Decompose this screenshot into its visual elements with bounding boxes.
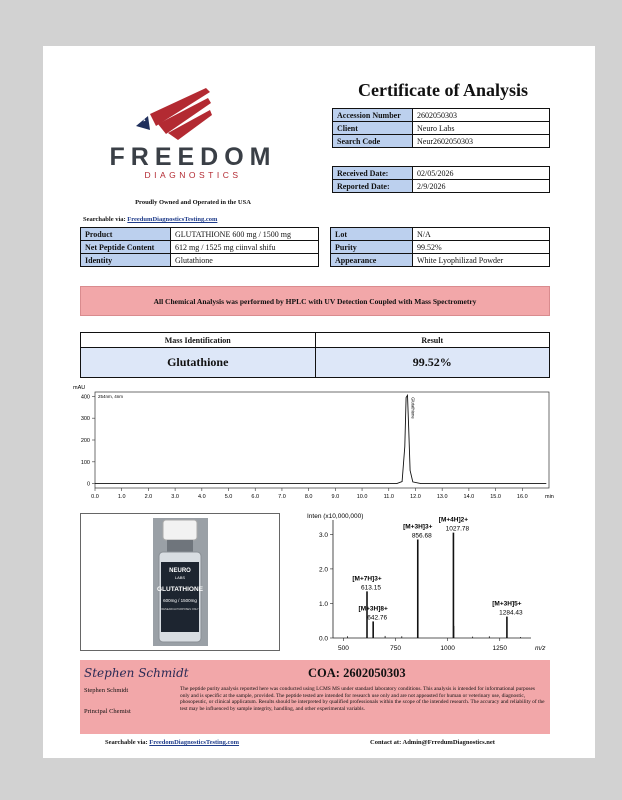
peak-label: Glutathione — [410, 397, 416, 419]
product-table — [80, 227, 319, 267]
coa-number: COA: 2602050303 — [308, 666, 406, 680]
info-value: Neuro Labs — [413, 122, 550, 135]
footer-link[interactable]: FreedomDiagnosticsTesting.com — [149, 739, 240, 746]
x-tick-label: 3.0 — [171, 494, 179, 500]
brand-subtitle: DIAGNOSTICS — [144, 170, 242, 180]
mass-spectrum — [291, 510, 553, 658]
y-tick-label: 200 — [80, 438, 90, 444]
x-tick-label: 6.0 — [251, 494, 260, 500]
plot-frame — [95, 392, 549, 488]
info-value: 2602050303 — [413, 109, 550, 122]
date-value: 02/05/2026 — [413, 167, 550, 180]
searchable-link[interactable]: FreedumDiagnosticsTesting.com — [127, 216, 218, 223]
footer-searchable-label: Searchable via: — [105, 739, 148, 746]
certificate-sheet — [43, 46, 595, 758]
peak-ion-label: [M+3H]8+ — [358, 605, 388, 613]
searchable-label: Searchable via: — [83, 216, 126, 223]
result-value: 99.52% — [315, 348, 550, 378]
info-label: Search Code — [333, 135, 413, 148]
y-tick-label: 400 — [80, 394, 90, 401]
vial-note: RESEARCH PURPOSES ONLY — [161, 608, 199, 611]
spec-value: 99.52% — [413, 241, 550, 254]
mass-identification-table — [80, 332, 550, 378]
y-tick-label: 100 — [80, 459, 90, 466]
x-tick-label: 5.0 — [224, 494, 233, 500]
x-tick-label: 500 — [337, 645, 349, 652]
spectrum-title: Inten (x10,000,000) — [307, 513, 364, 520]
x-tick-label: 1.0 — [117, 494, 126, 500]
peak-ion-label: [M+4H]2+ — [438, 516, 469, 524]
y-tick-label: 0 — [86, 481, 90, 488]
disclaimer: The peptide purity analysis reported here was conducted using LCMS MS under standard laboratory conditions. This analysis is intended for informational purposes only and is specific at the sample, provided. The peptide tested are intended for research use only and are not appeasted for human or veterinary use, diagnostic, phosopeutic, or clinical applicatum. Results should be interpreted by qualified professionals within the scope of the intended research. The accuracy and reliability of the test may be influenced by sample integrity, handling, and other experimental variabls. — [180, 686, 545, 712]
vial-icon — [81, 514, 279, 650]
vial-dose: 600mg / 1500mg — [163, 598, 197, 603]
info-label: Client — [333, 122, 413, 135]
vial-brand-sub: LABS — [174, 575, 186, 580]
x-tick-label: 2.0 — [144, 494, 153, 500]
x-tick-label: 7.0 — [278, 494, 286, 500]
x-tick-label: 9.0 — [331, 494, 340, 500]
table-row — [333, 180, 550, 193]
chromatogram-trace — [95, 395, 546, 483]
y-tick-label: 3.0 — [318, 531, 328, 539]
table-row — [81, 228, 319, 241]
x-tick-label: 750 — [390, 645, 401, 652]
peak-mz-label: 856.68 — [411, 532, 432, 540]
spec-label: Lot — [331, 228, 413, 241]
x-tick-label: 4.0 — [197, 494, 206, 500]
x-tick-label: 12.0 — [410, 494, 421, 500]
signer-title: Principal Chemist — [84, 708, 131, 715]
date-value: 2/9/2026 — [413, 180, 550, 193]
signature-box — [80, 660, 550, 734]
vial-brand: NEURO — [169, 568, 191, 574]
y-tick-label: 0.0 — [318, 635, 328, 643]
peak-ion-label: [M+3H]5+ — [492, 600, 522, 608]
vial-product: GLUTATHIONE — [157, 586, 203, 593]
table-row — [333, 167, 550, 180]
mass-value: Glutathione — [81, 348, 316, 378]
y-tick-label: 2.0 — [318, 566, 328, 574]
freedom-logo-icon — [136, 86, 216, 141]
brand-name: FREEDOM — [109, 143, 277, 171]
peak-ion-label: [M+7H]3+ — [352, 575, 382, 583]
spec-value: White Lyophilizad Powder — [413, 254, 550, 267]
x-tick-label: 0.0 — [91, 494, 99, 500]
spec-value: N/A — [413, 228, 550, 241]
table-row — [333, 135, 550, 148]
table-row — [331, 254, 550, 267]
date-label: Received Date: — [333, 167, 413, 180]
x-tick-label: 8.0 — [304, 494, 313, 500]
product-label: Identity — [81, 254, 171, 267]
peak-mz-label: 1027.78 — [445, 525, 470, 533]
tagline: Proudly Owned and Operated in the USA — [135, 199, 251, 206]
signature: Stephen Schmidt — [84, 666, 189, 680]
info-table — [332, 108, 550, 148]
x-axis-label: m/z — [535, 645, 546, 652]
product-value: 612 mg / 1525 mg ciinval shifu — [171, 241, 319, 254]
hplc-chromatogram — [71, 382, 557, 504]
spec-label: Appearance — [331, 254, 413, 267]
x-tick-label: 10.0 — [356, 494, 368, 500]
peak-ion-label: [M+3H]3+ — [403, 523, 433, 531]
x-tick-label: 15.0 — [490, 494, 501, 500]
y-tick-label: 1.0 — [318, 600, 328, 608]
product-label: Product — [81, 228, 171, 241]
x-tick-label: 16.0 — [516, 494, 528, 500]
specs-table — [330, 227, 550, 267]
product-value: Glutathione — [171, 254, 319, 267]
x-tick-label: 14.0 — [463, 494, 475, 500]
signer-name: Stephen Schmidt — [84, 687, 129, 694]
x-axis-label: min — [545, 494, 554, 500]
vial-photo — [80, 513, 280, 651]
table-row — [81, 241, 319, 254]
dates-table — [332, 166, 550, 193]
x-tick-label: 1250 — [492, 645, 507, 652]
table-row — [333, 122, 550, 135]
table-row — [81, 254, 319, 267]
table-row — [331, 228, 550, 241]
page-title: Certificate of Analysis — [358, 80, 528, 100]
method-banner: All Chemical Analysis was performed by HPLC with UV Detection Coupled with Mass Spectrometry — [80, 286, 550, 316]
y-axis-label: mAU — [73, 385, 86, 391]
footer-contact[interactable]: Contact at: Admin@FrredumDiagnostics.net — [370, 739, 495, 746]
x-tick-label: 11.0 — [383, 494, 394, 500]
peak-mz-label: 613.15 — [361, 584, 381, 592]
mass-header: Mass Identification — [81, 333, 316, 348]
peak-mz-label: 1284.43 — [499, 609, 523, 617]
peak-mz-label: 642.76 — [367, 614, 388, 622]
x-tick-label: 13.0 — [436, 494, 448, 500]
date-label: Reported Date: — [333, 180, 413, 193]
x-tick-label: 1000 — [440, 645, 455, 652]
table-row — [333, 109, 550, 122]
product-value: GLUTATHIONE 600 mg / 1500 mg — [171, 228, 319, 241]
info-value: Neur2602050303 — [413, 135, 550, 148]
info-label: Accession Number — [333, 109, 413, 122]
table-row — [81, 333, 550, 348]
product-label: Net Peptide Content — [81, 241, 171, 254]
y-tick-label: 300 — [80, 416, 90, 423]
searchable-top — [83, 216, 217, 223]
spec-label: Purity — [331, 241, 413, 254]
footer-searchable — [105, 739, 239, 746]
table-row — [331, 241, 550, 254]
table-row — [81, 348, 550, 378]
legend-entry: 254nm, 4nm — [98, 394, 124, 399]
result-header: Result — [315, 333, 550, 348]
